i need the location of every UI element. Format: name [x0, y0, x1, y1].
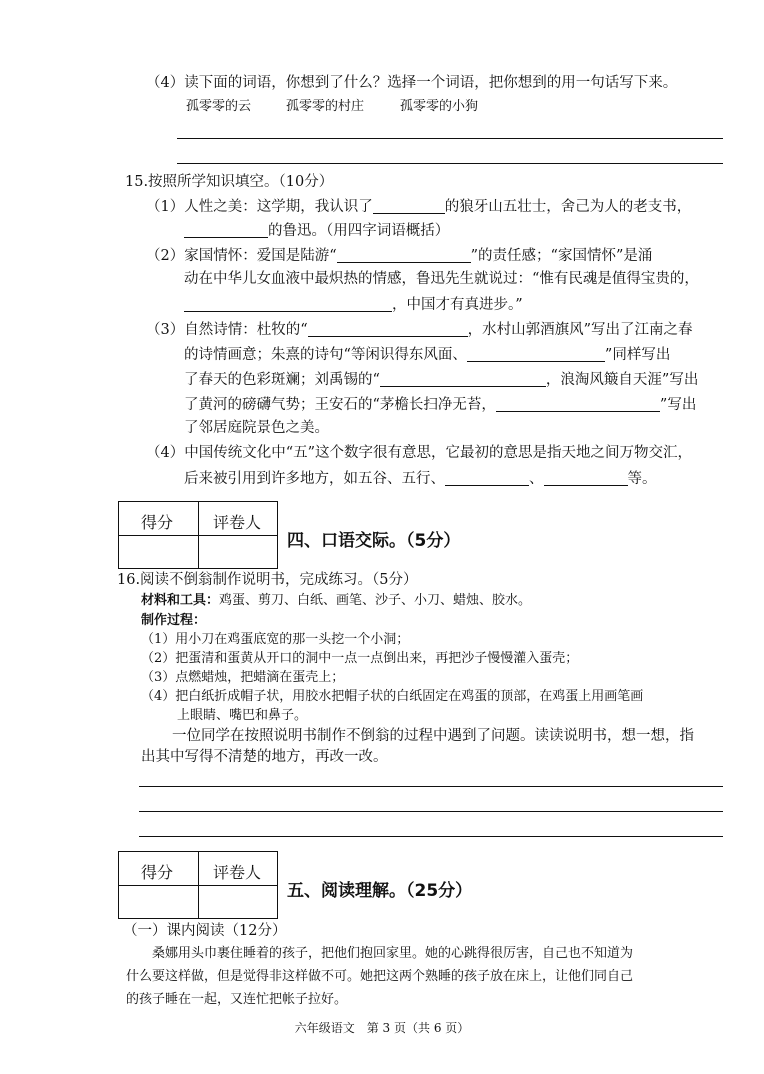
q14-4-word-1: 孤零零的云 [186, 99, 252, 114]
q15-item2-line3: ，中国才有真进步。” [184, 297, 523, 313]
score-table [118, 501, 278, 569]
answer-line[interactable] [139, 786, 723, 787]
answer-line[interactable] [177, 163, 723, 164]
q16-task-line1: 一位同学在按照说明书制作不倒翁的过程中遇到了问题。读读说明书，想一想，指 [172, 728, 694, 744]
q16-task-line2: 出其中写得不清楚的地方，再改一改。 [141, 749, 388, 765]
q14-4-word-3: 孤零零的小狗 [400, 99, 479, 114]
q15-item3-line4: 了黄河的磅礴气势；王安石的“茅檐长扫净无苔， ”写出 [184, 397, 697, 413]
fill-blank[interactable] [184, 223, 268, 238]
q15-item3-line5: 了邻居庭院景色之美。 [184, 420, 329, 436]
q16-step-4: （4）把白纸折成帽子状，用胶水把帽子状的白纸固定在鸡蛋的顶部，在鸡蛋上用画笔画 [141, 689, 644, 704]
q15-item3-line3: 了春天的色彩斑斓；刘禹锡的“ ，浪淘风簸自天涯”写出 [184, 372, 699, 388]
q15-item3-line1: （3）自然诗情：杜牧的“ ，水村山郭酒旗风”写出了江南之春 [146, 322, 693, 338]
q16-process-label: 制作过程： [141, 613, 207, 628]
score-label: 得分 [141, 863, 174, 882]
q15-item4-line1: （4）中国传统文化中“五”这个数字很有意思，它最初的意思是指天地之间万物交汇， [146, 445, 693, 461]
q14-4-word-2: 孤零零的村庄 [286, 99, 365, 114]
score-table [118, 851, 278, 919]
score-label: 得分 [141, 513, 174, 532]
reading-para-line1: 桑娜用头巾裹住睡着的孩子，把他们抱回家里。她的心跳得很厉害，自己也不知道为 [152, 946, 634, 961]
q15-item1-line2: 的鲁迅。（用四字词语概括） [184, 223, 449, 239]
fill-blank[interactable] [184, 297, 392, 312]
q15-item4-line2: 后来被引用到许多地方，如五谷、五行、 、 等。 [184, 471, 657, 487]
q16-materials: 材料和工具：鸡蛋、剪刀、白纸、画笔、沙子、小刀、蜡烛、胶水。 [141, 593, 532, 608]
q15-title: 15.按照所学知识填空。（10分） [125, 174, 334, 190]
q15-item2-line1: （2）家国情怀：爱国是陆游“ ”的责任感；“家国情怀”是涌 [146, 248, 653, 264]
reading-para-line2: 什么要这样做，但是觉得非这样做不可。她把这两个熟睡的孩子放在床上，让他们同自己 [126, 969, 634, 984]
reading-para-line3: 的孩子睡在一起，又连忙把帐子拉好。 [126, 992, 348, 1007]
fill-blank[interactable] [544, 471, 628, 486]
fill-blank[interactable] [496, 397, 660, 412]
fill-blank[interactable] [467, 347, 605, 362]
q16-step-2: （2）把蛋清和蛋黄从开口的洞中一点一点倒出来，再把沙子慢慢灌入蛋壳； [141, 651, 579, 666]
fill-blank[interactable] [380, 372, 546, 387]
answer-line[interactable] [177, 138, 723, 139]
section-4-heading: 四、口语交际。（5分） [287, 531, 461, 551]
q14-4-prompt: （4）读下面的词语，你想到了什么？选择一个词语，把你想到的用一句话写下来。 [146, 75, 678, 91]
fill-blank[interactable] [337, 248, 471, 263]
q15-item2-line2: 动在中华儿女血液中最炽热的情感，鲁迅先生就说过：“惟有民魂是值得宝贵的， [184, 271, 699, 287]
answer-line[interactable] [139, 811, 723, 812]
fill-blank[interactable] [445, 471, 529, 486]
fill-blank[interactable] [308, 322, 468, 337]
grader-label: 评卷人 [213, 513, 262, 532]
page-footer: 六年级语文 第 3 页（共 6 页） [294, 1021, 470, 1035]
q16-step-4-cont: 上眼睛、嘴巴和鼻子。 [177, 708, 308, 723]
answer-line[interactable] [139, 836, 723, 837]
fill-blank[interactable] [373, 199, 445, 214]
section-5-heading: 五、阅读理解。（25分） [287, 881, 473, 901]
reading-subtitle: （一）课内阅读（12分） [123, 923, 287, 939]
grader-label: 评卷人 [213, 863, 262, 882]
q16-step-1: （1）用小刀在鸡蛋底宽的那一头挖一个小洞； [141, 632, 410, 647]
q16-title: 16.阅读不倒翁制作说明书，完成练习。（5分） [117, 572, 418, 588]
q16-step-3: （3）点燃蜡烛，把蜡滴在蛋壳上； [141, 670, 345, 685]
q15-item3-line2: 的诗情画意；朱熹的诗句“等闲识得东风面、 ”同样写出 [184, 347, 671, 363]
q15-item1-line1: （1）人性之美：这学期，我认识了 的狼牙山五壮士，舍己为人的老支书， [146, 199, 692, 215]
